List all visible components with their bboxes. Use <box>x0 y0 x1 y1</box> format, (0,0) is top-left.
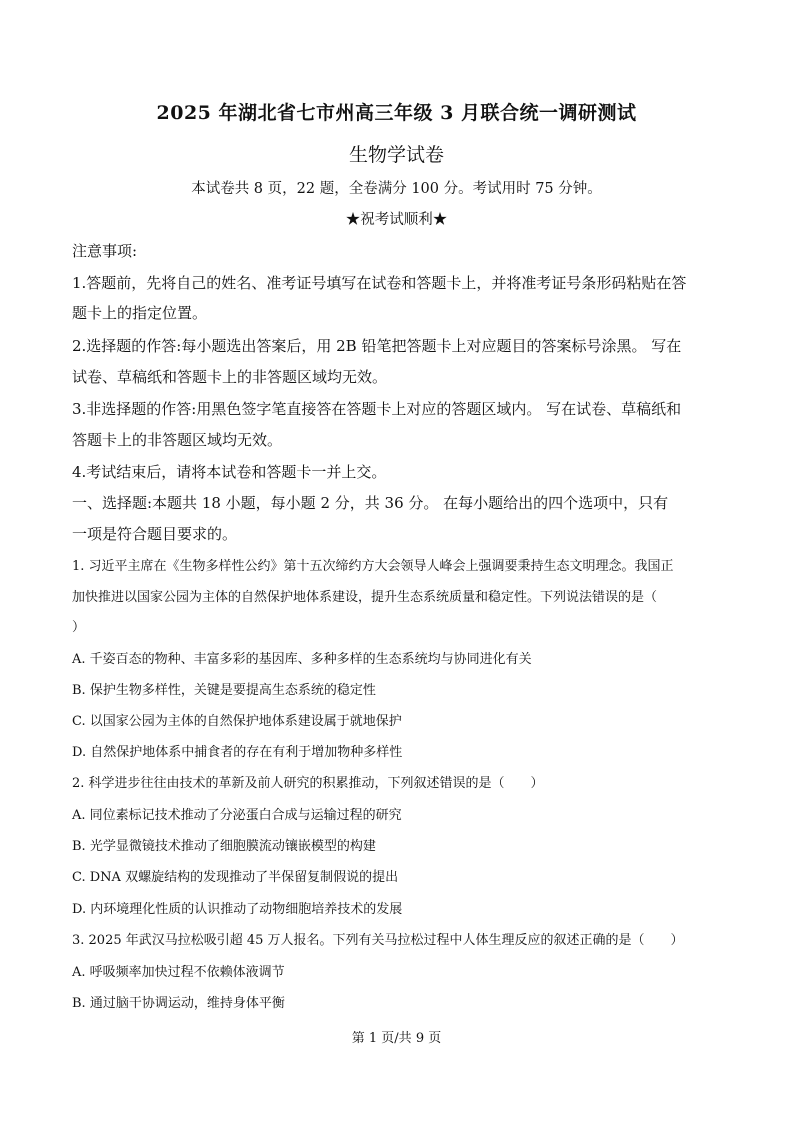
question-2-option-a: A. 同位素标记技术推动了分泌蛋白合成与运输过程的研究 <box>72 808 402 823</box>
note-line: 2.选择题的作答:每小题选出答案后，用 2B 铅笔把答题卡上对应题目的答案标号涂黑。 写在 <box>72 337 682 355</box>
question-1-stem: 加快推进以国家公园为主体的自然保护地体系建设，提升生态系统质量和稳定性。下列说法错误的是（ <box>72 590 658 605</box>
section-heading: 一项是符合题目要求的。 <box>72 525 238 543</box>
question-1-option-a: A. 千姿百态的物种、丰富多彩的基因库、多种多样的生态系统均与协同进化有关 <box>72 652 532 667</box>
exam-info: 本试卷共 8 页，22 题，全卷满分 100 分。考试用时 75 分钟。 <box>191 181 602 197</box>
section-heading: 一、选择题:本题共 18 小题，每小题 2 分，共 36 分。 在每小题给出的四个选项中，只有 <box>72 494 669 512</box>
question-1-option-d: D. 自然保护地体系中捕食者的存在有利于增加物种多样性 <box>72 745 403 760</box>
note-line: 题卡上的指定位置。 <box>72 304 208 322</box>
good-luck-line: ★祝考试顺利★ <box>345 212 448 228</box>
note-line: 3.非选择题的作答:用黑色签字笔直接答在答题卡上对应的答题区域内。 写在试卷、草稿纸和 <box>72 400 682 418</box>
question-2-option-b: B. 光学显微镜技术推动了细胞膜流动镶嵌模型的构建 <box>72 839 376 854</box>
subject-title: 生物学试卷 <box>348 144 444 166</box>
question-1-stem: 1. 习近平主席在《生物多样性公约》第十五次缔约方大会领导人峰会上强调要秉持生态文明理念。我国正 <box>72 559 674 574</box>
question-1-option-b: B. 保护生物多样性，关键是要提高生态系统的稳定性 <box>72 683 376 698</box>
question-1-stem: ） <box>72 620 86 635</box>
note-line: 1.答题前，先将自己的姓名、准考证号填写在试卷和答题卡上，并将准考证号条形码粘贴在答 <box>72 274 687 292</box>
notes-heading: 注意事项: <box>72 242 138 260</box>
note-line: 4.考试结束后，请将本试卷和答题卡一并上交。 <box>72 463 387 481</box>
question-2-option-d: D. 内环境理化性质的认识推动了动物细胞培养技术的发展 <box>72 902 403 917</box>
question-3-option-b: B. 通过脑干协调运动，维持身体平衡 <box>72 996 285 1011</box>
question-2-option-c: C. DNA 双螺旋结构的发现推动了半保留复制假说的提出 <box>72 870 399 885</box>
question-1-option-c: C. 以国家公园为主体的自然保护地体系建设属于就地保护 <box>72 714 402 729</box>
note-line: 试卷、草稿纸和答题卡上的非答题区域均无效。 <box>72 368 388 386</box>
question-3-stem: 3. 2025 年武汉马拉松吸引超 45 万人报名。下列有关马拉松过程中人体生理反应的叙述正确的是（ ） <box>72 933 684 948</box>
note-line: 答题卡上的非答题区域均无效。 <box>72 431 283 449</box>
page-number: 第 1 页/共 9 页 <box>351 1031 442 1046</box>
exam-title: 2025 年湖北省七市州高三年级 3 月联合统一调研测试 <box>156 102 637 124</box>
question-3-option-a: A. 呼吸频率加快过程不依赖体液调节 <box>72 965 285 980</box>
question-2-stem: 2. 科学进步往往由技术的革新及前人研究的积累推动，下列叙述错误的是（ ） <box>72 776 544 791</box>
